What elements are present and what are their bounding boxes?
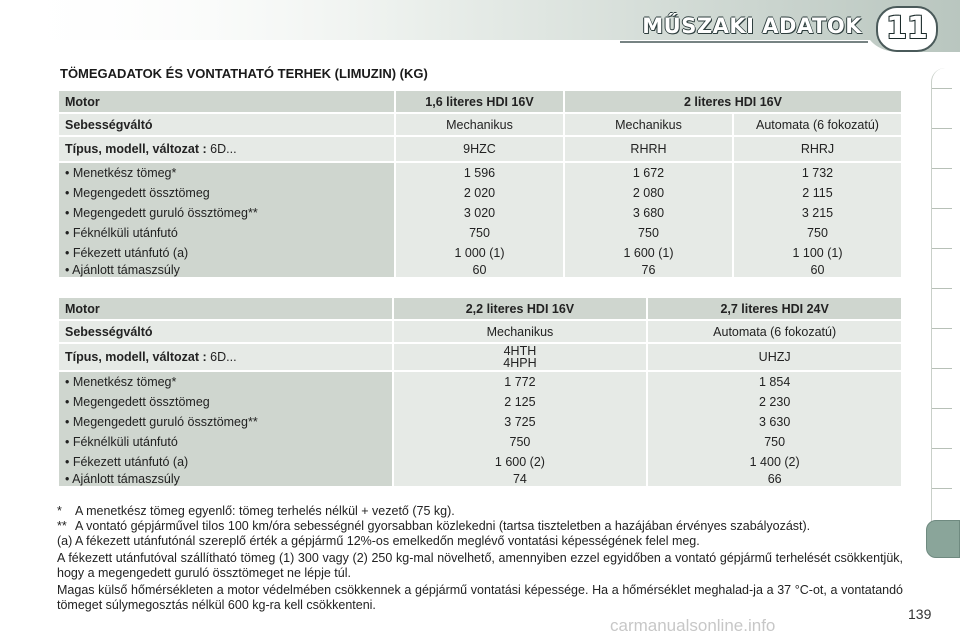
gearbox-row <box>59 321 901 342</box>
weights-body-row <box>59 163 901 277</box>
type-label-cell <box>59 344 392 370</box>
row-label: • Ajánlott támaszsúly <box>65 263 180 277</box>
engine-row <box>59 298 901 319</box>
engine-2: 2,7 literes HDI 24V <box>648 298 901 319</box>
value-cell: 1 854 <box>759 375 791 389</box>
type-row <box>59 137 901 161</box>
type-label-cell <box>59 137 394 161</box>
row-labels <box>59 372 392 486</box>
engine-label: Motor <box>59 91 394 112</box>
type-row <box>59 344 901 370</box>
tab-divider <box>932 208 952 209</box>
value-cell: 1 600 (1) <box>623 246 674 260</box>
engine-row <box>59 91 901 112</box>
value-cell: 1 732 <box>801 166 834 180</box>
tab-divider <box>932 128 952 129</box>
value-cell: 3 020 <box>463 206 496 220</box>
value-cell: 3 630 <box>759 415 791 429</box>
chapter-number-badge: 11 <box>876 6 938 52</box>
value-cell: 1 100 (1) <box>792 246 843 260</box>
value-cell: 3 680 <box>632 206 665 220</box>
value-cell: 60 <box>472 263 487 277</box>
gearbox-label: Sebességváltó <box>59 321 392 342</box>
chapter-title: MŰSZAKI ADATOK <box>642 14 862 38</box>
type-3: RHRJ <box>734 137 901 161</box>
type-label: Típus, modell, változat : <box>65 350 207 364</box>
values-col-2 <box>648 372 901 486</box>
footnote-text: A vontató gépjárművel tilos 100 km/óra sebességnél gyorsabban közlekedni (tartsa tiszteletben a hazájában érvényes szabályozást). <box>75 519 811 533</box>
row-label: • Menetkész tömeg* <box>65 166 177 180</box>
value-cell: 750 <box>469 226 490 240</box>
values-col-2 <box>565 163 732 277</box>
tab-divider <box>932 448 952 449</box>
note-paragraph: Magas külső hőmérsékleten a motor védelmében csökkennek a gépjármű vontatási képessége. Ha a hőmérséklet meghalad-ja a 37 °C-ot, a vontatandó tömeget súlymegosztás nélkül 600 kg-ra kell csökkenteni. <box>57 583 903 612</box>
type-code: 4HPH <box>503 356 537 370</box>
section-title: TÖMEGADATOK ÉS VONTATHATÓ TERHEK (LIMUZIN) (KG) <box>60 66 428 81</box>
value-cell: 2 080 <box>632 186 665 200</box>
gearbox-2: Automata (6 fokozatú) <box>648 321 901 342</box>
value-cell: 66 <box>767 472 782 486</box>
value-cell: 2 020 <box>463 186 496 200</box>
gearbox-1: Mechanikus <box>394 321 647 342</box>
type-prefix: 6D... <box>210 142 237 156</box>
row-labels <box>59 163 394 277</box>
gearbox-3: Automata (6 fokozatú) <box>734 114 901 135</box>
value-cell: 74 <box>512 472 527 486</box>
tab-divider <box>932 328 952 329</box>
type-code: 4HTH <box>503 344 537 358</box>
chapter-tabs <box>931 68 960 538</box>
type-prefix: 6D... <box>210 350 237 364</box>
value-cell: 1 600 (2) <box>494 455 545 469</box>
engine-label: Motor <box>59 298 392 319</box>
engine-2: 2 literes HDI 16V <box>565 91 901 112</box>
footnote-1 <box>57 504 903 519</box>
type-2: RHRH <box>565 137 732 161</box>
tab-divider <box>932 408 952 409</box>
values-col-3 <box>734 163 901 277</box>
type-label: Típus, modell, változat : <box>65 142 207 156</box>
type-1 <box>394 344 647 370</box>
gearbox-2: Mechanikus <box>565 114 732 135</box>
tab-divider <box>932 248 952 249</box>
row-label: • Megengedett össztömeg <box>65 186 210 200</box>
row-label: • Fékezett utánfutó (a) <box>65 455 189 469</box>
row-label: • Megengedett guruló össztömeg** <box>65 415 258 429</box>
note-paragraph: A fékezett utánfutóval szállítható tömeg (1) 300 vagy (2) 250 kg-mal növelhető, amennyiben ezzel egyidőben a vontató gépjármű terhelését csökkentjük, hogy a megengedett guruló össztömeget ne lépje túl. <box>57 551 903 580</box>
tab-divider <box>932 368 952 369</box>
value-cell: 1 772 <box>504 375 536 389</box>
note-paragraph: (a) A fékezett utánfutónál szereplő érték a gépjármű 12%-os emelkedőn meglévő vontatási képességének felel meg. <box>57 534 700 548</box>
engine-1: 1,6 literes HDI 16V <box>396 91 563 112</box>
row-label: • Ajánlott támaszsúly <box>65 472 180 486</box>
values-col-1 <box>394 372 647 486</box>
value-cell: 1 672 <box>632 166 665 180</box>
row-label: • Féknélküli utánfutó <box>65 435 178 449</box>
footnote-2 <box>57 519 903 534</box>
value-cell: 2 230 <box>759 395 791 409</box>
row-label: • Megengedett guruló össztömeg** <box>65 206 258 220</box>
engine-1: 2,2 literes HDI 16V <box>394 298 647 319</box>
tab-divider <box>932 488 952 489</box>
weights-table-2 <box>57 296 903 488</box>
type-2: UHZJ <box>648 344 901 370</box>
weights-table-1 <box>57 89 903 279</box>
gearbox-row <box>59 114 901 135</box>
page-number: 139 <box>908 606 932 622</box>
row-label: • Féknélküli utánfutó <box>65 226 178 240</box>
type-1: 9HZC <box>396 137 563 161</box>
page-header <box>0 0 960 52</box>
gearbox-1: Mechanikus <box>396 114 563 135</box>
value-cell: 750 <box>764 435 786 449</box>
row-label: • Menetkész tömeg* <box>65 375 177 389</box>
value-cell: 60 <box>810 263 825 277</box>
value-cell: 3 215 <box>801 206 834 220</box>
value-cell: 2 115 <box>802 186 833 200</box>
value-cell: 1 000 (1) <box>454 246 505 260</box>
footnote-mark: * <box>57 504 62 518</box>
row-label: • Fékezett utánfutó (a) <box>65 246 189 260</box>
tab-divider <box>932 168 952 169</box>
weights-body-row <box>59 372 901 486</box>
row-label: • Megengedett össztömeg <box>65 395 210 409</box>
watermark: carmanualsonline.info <box>610 616 776 635</box>
value-cell: 2 125 <box>504 395 536 409</box>
value-cell: 1 596 <box>463 166 496 180</box>
value-cell: 750 <box>509 435 531 449</box>
value-cell: 1 400 (2) <box>749 455 800 469</box>
value-cell: 76 <box>641 263 656 277</box>
active-chapter-tab <box>926 520 960 558</box>
footnote-mark: ** <box>57 519 67 533</box>
footnote-text: A menetkész tömeg egyenlő: tömeg terhelés nélkül + vezető (75 kg). <box>75 504 455 518</box>
values-col-1 <box>396 163 563 277</box>
gearbox-label: Sebességváltó <box>59 114 394 135</box>
tab-divider <box>932 88 952 89</box>
footnotes <box>57 504 903 615</box>
tab-divider <box>932 288 952 289</box>
value-cell: 750 <box>807 226 828 240</box>
value-cell: 750 <box>638 226 659 240</box>
value-cell: 3 725 <box>504 415 536 429</box>
